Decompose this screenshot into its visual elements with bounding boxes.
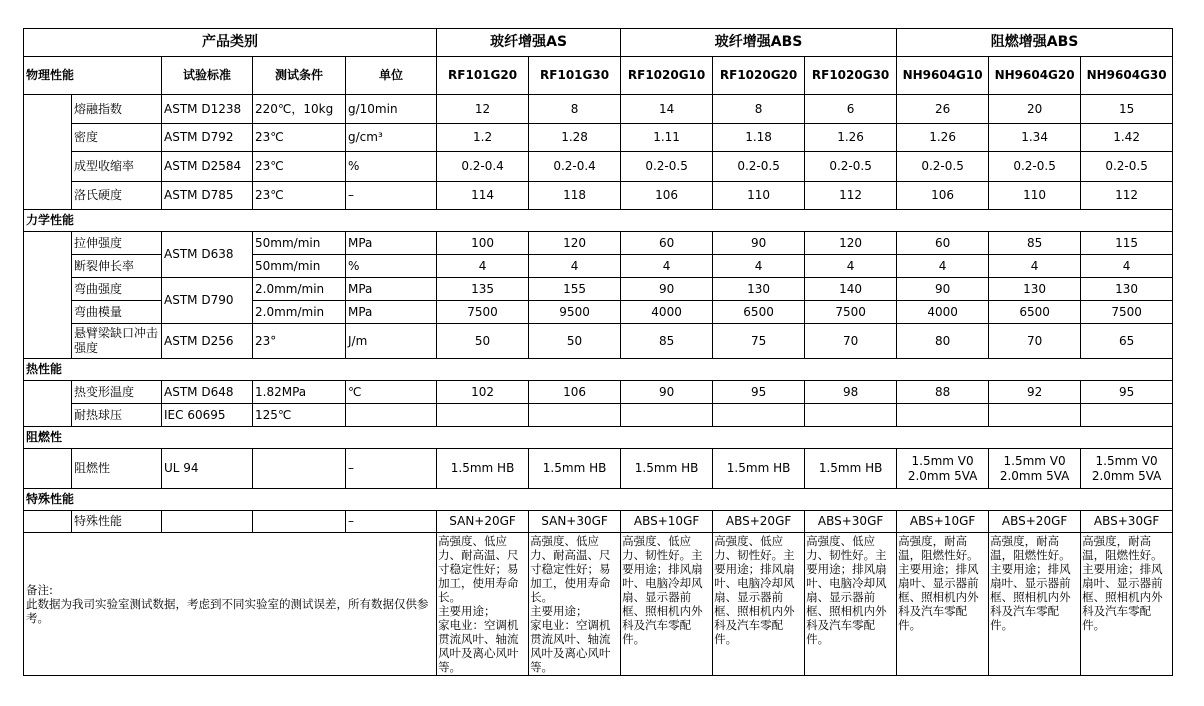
prop-name: 弯曲强度: [72, 278, 162, 301]
value-cell: [805, 404, 897, 427]
value-cell: 1.5mm V0 2.0mm 5VA: [1081, 449, 1173, 489]
value-cell: 1.5mm HB: [805, 449, 897, 489]
table-row: [24, 404, 1173, 427]
prop-condition: 50mm/min: [253, 255, 346, 278]
value-cell: [437, 404, 529, 427]
value-cell: 130: [989, 278, 1081, 301]
value-cell: 90: [621, 278, 713, 301]
value-cell: ABS+10GF: [897, 511, 989, 533]
value-cell: 70: [989, 324, 1081, 359]
prop-condition: 220℃，10kg: [253, 95, 346, 124]
value-cell: 0.2-0.5: [897, 152, 989, 182]
notes-text: 备注: 此数据为我司实验室测试数据，考虑到不同实验室的测试误差，所有数据仅供参考。: [24, 533, 437, 676]
prop-unit: ℃: [346, 381, 437, 404]
section-title-flame: 阻燃性: [24, 427, 1173, 449]
group-fr-abs: 阻燃增强ABS: [897, 29, 1173, 57]
value-cell: 15: [1081, 95, 1173, 124]
value-cell: 118: [529, 182, 621, 210]
value-cell: 8: [713, 95, 805, 124]
section-title-thermal: 热性能: [24, 359, 1173, 381]
table-row: [24, 232, 1173, 255]
value-cell: 1.34: [989, 124, 1081, 152]
value-cell: 155: [529, 278, 621, 301]
prop-condition: 2.0mm/min: [253, 301, 346, 324]
value-cell: 1.5mm HB: [713, 449, 805, 489]
value-cell: 4: [529, 255, 621, 278]
prop-name: 洛氏硬度: [72, 182, 162, 210]
value-cell: 1.42: [1081, 124, 1173, 152]
value-cell: ABS+10GF: [621, 511, 713, 533]
value-cell: 12: [437, 95, 529, 124]
prop-unit: J/m: [346, 324, 437, 359]
prop-condition: [253, 511, 346, 533]
application-text: 高强度，耐高温，阻燃性好。主要用途；排风扇叶、显示器前框、照相机内外科及汽车零配件。: [1081, 533, 1173, 676]
prop-standard: IEC 60695: [162, 404, 253, 427]
model-rf101g30: RF101G30: [529, 57, 621, 95]
value-cell: ABS+20GF: [989, 511, 1081, 533]
table-row: [24, 381, 1173, 404]
value-cell: 4: [805, 255, 897, 278]
value-cell: 110: [989, 182, 1081, 210]
prop-unit: –: [346, 182, 437, 210]
prop-name: 弯曲模量: [72, 301, 162, 324]
prop-unit: %: [346, 152, 437, 182]
value-cell: 120: [805, 232, 897, 255]
section-title-mechanical: 力学性能: [24, 210, 1173, 232]
value-cell: 0.2-0.5: [1081, 152, 1173, 182]
application-text: 高强度、低应力、耐高温、尺寸稳定性好；易加工，使用寿命长。 主要用途； 家电业：空调机贯流风叶、轴流风叶及离心风叶等。: [437, 533, 529, 676]
value-cell: 65: [1081, 324, 1173, 359]
application-text: 高强度，耐高温，阻燃性好。主要用途；排风扇叶、显示器前框、照相机内外科及汽车零配件。: [897, 533, 989, 676]
value-cell: 1.26: [897, 124, 989, 152]
col-condition: 测试条件: [253, 57, 346, 95]
value-cell: 98: [805, 381, 897, 404]
value-cell: ABS+30GF: [1081, 511, 1173, 533]
value-cell: 92: [989, 381, 1081, 404]
value-cell: 50: [529, 324, 621, 359]
value-cell: 8: [529, 95, 621, 124]
value-cell: 112: [805, 182, 897, 210]
prop-condition: [253, 449, 346, 489]
value-cell: 130: [713, 278, 805, 301]
value-cell: 4: [1081, 255, 1173, 278]
value-cell: 75: [713, 324, 805, 359]
header-group-row: [24, 29, 1173, 57]
application-text: 高强度、低应力、韧性好。主要用途；排风扇叶、电脑冷却风扇、显示器前框、照相机内外科及汽车零配件。: [621, 533, 713, 676]
value-cell: 14: [621, 95, 713, 124]
value-cell: 4: [989, 255, 1081, 278]
value-cell: ABS+20GF: [713, 511, 805, 533]
value-cell: SAN+20GF: [437, 511, 529, 533]
table-row: [24, 95, 1173, 124]
prop-standard: ASTM D638: [162, 232, 253, 278]
prop-standard: ASTM D790: [162, 278, 253, 324]
table-row: [24, 324, 1173, 359]
prop-condition: 125℃: [253, 404, 346, 427]
value-cell: 102: [437, 381, 529, 404]
section-title-special: 特殊性能: [24, 489, 1173, 511]
model-rf101g20: RF101G20: [437, 57, 529, 95]
table-row: [24, 511, 1173, 533]
application-text: 高强度、低应力、韧性好。主要用途；排风扇叶、电脑冷却风扇、显示器前框、照相机内外科及汽车零配件。: [805, 533, 897, 676]
value-cell: 85: [989, 232, 1081, 255]
value-cell: 1.2: [437, 124, 529, 152]
value-cell: 4: [713, 255, 805, 278]
model-nh9604g30: NH9604G30: [1081, 57, 1173, 95]
prop-standard: ASTM D2584: [162, 152, 253, 182]
prop-unit: %: [346, 255, 437, 278]
value-cell: 88: [897, 381, 989, 404]
model-rf1020g10: RF1020G10: [621, 57, 713, 95]
prop-name: 耐热球压: [72, 404, 162, 427]
model-rf1020g30: RF1020G30: [805, 57, 897, 95]
value-cell: 0.2-0.4: [529, 152, 621, 182]
prop-name: 阻燃性: [72, 449, 162, 489]
value-cell: 60: [621, 232, 713, 255]
value-cell: 50: [437, 324, 529, 359]
value-cell: 9500: [529, 301, 621, 324]
value-cell: 6500: [713, 301, 805, 324]
table-row: [24, 124, 1173, 152]
value-cell: 4000: [897, 301, 989, 324]
prop-condition: 23℃: [253, 124, 346, 152]
prop-condition: 1.82MPa: [253, 381, 346, 404]
prop-unit: g/cm³: [346, 124, 437, 152]
prop-standard: ASTM D785: [162, 182, 253, 210]
value-cell: 115: [1081, 232, 1173, 255]
group-gf-as: 玻纤增强AS: [437, 29, 621, 57]
model-rf1020g20: RF1020G20: [713, 57, 805, 95]
value-cell: 1.5mm V0 2.0mm 5VA: [897, 449, 989, 489]
value-cell: 1.5mm HB: [621, 449, 713, 489]
prop-name: 熔融指数: [72, 95, 162, 124]
value-cell: 1.5mm V0 2.0mm 5VA: [989, 449, 1081, 489]
value-cell: 1.28: [529, 124, 621, 152]
prop-unit: MPa: [346, 301, 437, 324]
prop-condition: 2.0mm/min: [253, 278, 346, 301]
prop-standard: ASTM D648: [162, 381, 253, 404]
indent-cell: [24, 95, 72, 210]
indent-cell: [24, 511, 72, 533]
value-cell: 100: [437, 232, 529, 255]
prop-condition: 50mm/min: [253, 232, 346, 255]
value-cell: 1.5mm HB: [529, 449, 621, 489]
value-cell: 4: [621, 255, 713, 278]
indent-cell: [24, 381, 72, 427]
value-cell: 90: [713, 232, 805, 255]
value-cell: 1.18: [713, 124, 805, 152]
value-cell: 4000: [621, 301, 713, 324]
section-row: [24, 359, 1173, 381]
col-standard: 试验标准: [162, 57, 253, 95]
value-cell: 110: [713, 182, 805, 210]
value-cell: 106: [621, 182, 713, 210]
prop-name: 热变形温度: [72, 381, 162, 404]
value-cell: 120: [529, 232, 621, 255]
table-row: [24, 182, 1173, 210]
value-cell: 60: [897, 232, 989, 255]
value-cell: [1081, 404, 1173, 427]
value-cell: [621, 404, 713, 427]
value-cell: [713, 404, 805, 427]
group-gf-abs: 玻纤增强ABS: [621, 29, 897, 57]
value-cell: 0.2-0.5: [989, 152, 1081, 182]
value-cell: 90: [897, 278, 989, 301]
section-row: [24, 210, 1173, 232]
value-cell: 95: [1081, 381, 1173, 404]
application-text: 高强度、低应力、耐高温、尺寸稳定性好；易加工，使用寿命长。 主要用途； 家电业：空调机贯流风叶、轴流风叶及离心风叶等。: [529, 533, 621, 676]
prop-name: 断裂伸长率: [72, 255, 162, 278]
value-cell: 135: [437, 278, 529, 301]
prop-unit: –: [346, 449, 437, 489]
value-cell: 0.2-0.5: [621, 152, 713, 182]
prop-unit: MPa: [346, 232, 437, 255]
value-cell: 106: [529, 381, 621, 404]
value-cell: ABS+30GF: [805, 511, 897, 533]
value-cell: 1.26: [805, 124, 897, 152]
prop-standard: ASTM D1238: [162, 95, 253, 124]
prop-name: 特殊性能: [72, 511, 162, 533]
value-cell: 80: [897, 324, 989, 359]
value-cell: 112: [1081, 182, 1173, 210]
indent-cell: [24, 449, 72, 489]
prop-condition: 23℃: [253, 152, 346, 182]
header-model-row: [24, 57, 1173, 95]
notes-row: [24, 533, 1173, 676]
value-cell: 20: [989, 95, 1081, 124]
value-cell: 140: [805, 278, 897, 301]
value-cell: 6500: [989, 301, 1081, 324]
section-row: [24, 427, 1173, 449]
prop-unit: MPa: [346, 278, 437, 301]
value-cell: 1.11: [621, 124, 713, 152]
section-row: [24, 489, 1173, 511]
prop-standard: ASTM D256: [162, 324, 253, 359]
prop-unit: g/10min: [346, 95, 437, 124]
value-cell: 4: [897, 255, 989, 278]
value-cell: [897, 404, 989, 427]
prop-condition: 23°: [253, 324, 346, 359]
value-cell: 130: [1081, 278, 1173, 301]
prop-name: 密度: [72, 124, 162, 152]
value-cell: 106: [897, 182, 989, 210]
value-cell: 26: [897, 95, 989, 124]
value-cell: 95: [713, 381, 805, 404]
model-nh9604g10: NH9604G10: [897, 57, 989, 95]
product-spec-table: [23, 28, 1173, 676]
value-cell: 6: [805, 95, 897, 124]
col-unit: 单位: [346, 57, 437, 95]
prop-name: 成型收缩率: [72, 152, 162, 182]
prop-name: 拉伸强度: [72, 232, 162, 255]
prop-name: 悬臂梁缺口冲击强度: [72, 324, 162, 359]
value-cell: 70: [805, 324, 897, 359]
value-cell: 114: [437, 182, 529, 210]
value-cell: SAN+30GF: [529, 511, 621, 533]
value-cell: 4: [437, 255, 529, 278]
section-title-physical: 物理性能: [24, 57, 162, 95]
value-cell: 0.2-0.5: [805, 152, 897, 182]
value-cell: [529, 404, 621, 427]
prop-standard: [162, 511, 253, 533]
model-nh9604g20: NH9604G20: [989, 57, 1081, 95]
application-text: 高强度、低应力、韧性好。主要用途；排风扇叶、电脑冷却风扇、显示器前框、照相机内外科及汽车零配件。: [713, 533, 805, 676]
prop-standard: UL 94: [162, 449, 253, 489]
prop-standard: ASTM D792: [162, 124, 253, 152]
table-row: [24, 278, 1173, 301]
value-cell: 0.2-0.5: [713, 152, 805, 182]
indent-cell: [24, 232, 72, 359]
value-cell: 7500: [437, 301, 529, 324]
table-row: [24, 152, 1173, 182]
value-cell: 90: [621, 381, 713, 404]
value-cell: 7500: [1081, 301, 1173, 324]
value-cell: 85: [621, 324, 713, 359]
application-text: 高强度，耐高温，阻燃性好。主要用途；排风扇叶、显示器前框、照相机内外科及汽车零配件。: [989, 533, 1081, 676]
prop-unit: [346, 404, 437, 427]
prop-condition: 23℃: [253, 182, 346, 210]
value-cell: [989, 404, 1081, 427]
value-cell: 1.5mm HB: [437, 449, 529, 489]
value-cell: 7500: [805, 301, 897, 324]
table-row: [24, 449, 1173, 489]
value-cell: 0.2-0.4: [437, 152, 529, 182]
category-label: 产品类别: [24, 29, 437, 57]
prop-unit: –: [346, 511, 437, 533]
